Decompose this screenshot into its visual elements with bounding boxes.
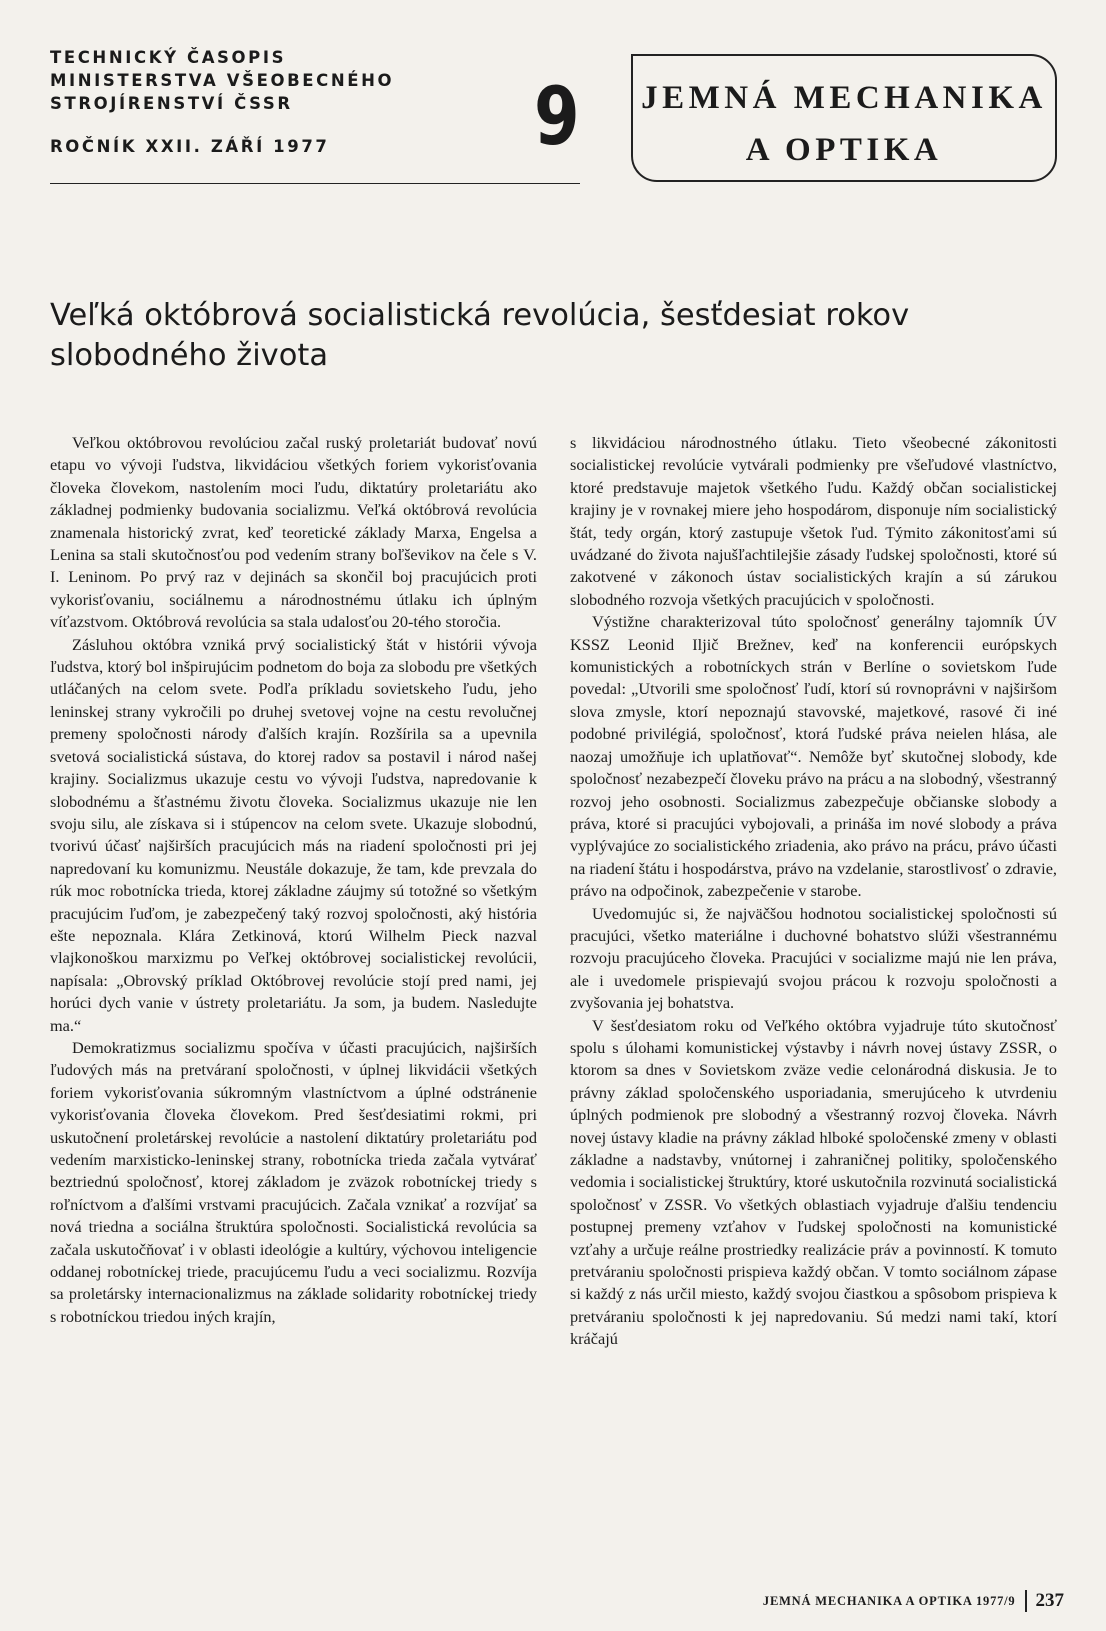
paragraph: Výstižne charakterizoval túto spoločnosť generálny tajomník ÚV KSSZ Leonid Iljič Brežnev, keď na konferencii európskych komunistických a robotníckych strán v Berlíne o sovietskom ľude povedal: „Utvorili sme spoločnosť ľudí, ktorí sú rovnoprávni v najširšom slova zmysle, ktorí nepoznajú stavovské, majetkové, rasové či iné podobné privilégiá, spoločnosť, ktorá ľudské práva neielen hlása, ale naozaj umožňuje ich uplatňovať“. Nemôže byť skutočnej slobody, kde spoločnosť nezabezpečí človeku právo na prácu a na slobodný, všestranný rozvoj jeho osobnosti. Socializmus zabezpečuje občianske slobody a práva, ktoré si pracujúci vybojovali, a prináša im nové slobody a práva vyplývajúce zo socialistického zriadenia, ako právo na prácu, právo účasti na riadení štátu i hospodárstva, právo na vzdelanie, starostlivosť o zdravie, právo na odpočinok, zabezpečenie v starobe. bbox=[570, 612, 1057, 901]
journal-title-line-1: JEMNÁ MECHANIKA bbox=[641, 80, 1047, 116]
masthead-line-1: TECHNICKÝ ČASOPIS bbox=[50, 48, 287, 67]
footer-divider bbox=[1025, 1590, 1027, 1612]
journal-title-box bbox=[631, 54, 1057, 182]
masthead-line-2: MINISTERSTVA VŠEOBECNÉHO bbox=[50, 71, 395, 90]
article-headline bbox=[50, 296, 1060, 376]
left-column bbox=[50, 432, 537, 1328]
headline-line-2: slobodného života bbox=[50, 338, 329, 373]
page-number: 237 bbox=[1035, 1590, 1064, 1611]
issue-number: 9 bbox=[534, 70, 580, 163]
masthead bbox=[50, 46, 580, 158]
right-column bbox=[570, 432, 1057, 1351]
journal-title-line-2: A OPTIKA bbox=[745, 132, 943, 168]
paragraph: Uvedomujúc si, že najväčšou hodnotou socialistickej spoločnosti sú pracujúci, všetko materiálne i duchovné bohatstvo slúži všestrannému rozvoju pracujúceho človeka. Pracujúci v socializme majú nie len práva, ale i uvedomele prispievajú svojou prácou k rozvoju spoločnosti a zvyšovania jej bohatstva. bbox=[570, 903, 1057, 1013]
masthead-line-3: STROJÍRENSTVÍ ČSSR bbox=[50, 94, 293, 113]
paragraph: V šesťdesiatom roku od Veľkého októbra vyjadruje túto skutočnosť spolu s úlohami komunistickej výstavby i návrh novej ústavy ZSSR, o ktorom sa dnes v Sovietskom zväze vedie celonárodná diskusia. Je to právny základ spoločenského usporiadania, smerujúceho k utvrdeniu úplných podmienok pre slobodný a všestranný rozvoj človeka. Návrh novej ústavy kladie na právny základ hlboké spoločenské zmeny v oblasti základne a nadstavby, vnútornej i zahraničnej politiky, spoločenského vedomia i socialistickej štruktúry, ktoré uskutočnila rozvinutá socialistická spoločnosť v ZSSR. Vo všetkých oblastiach vyjadruje ďalšiu tendenciu postupnej premeny vzťahov v ľudskej spoločnosti na komunistické vzťahy a určuje reálne prostriedky realizácie práv a povinností. K tomuto pretváraniu spoločnosti prispieva každý občan. V tomto sociálnom zápase si každý z nás určil miesto, každý svojou čiastkou a spôsobom prispieva k pretváraniu spoločnosti k jej napredovaniu. Sú medzi nami takí, ktorí kráčajú bbox=[570, 1015, 1057, 1349]
paragraph: Zásluhou októbra vzniká prvý socialistický štát v histórii vývoja ľudstva, ktorý bol inšpirujúcim podnetom do boja za slobodu pre všetkých utláčaných na celom svete. Podľa príkladu sovietskeho ľudu, jeho leninskej strany vykročili po druhej svetovej vojne na cestu revolučnej premeny spoločnosti národy ďalších krajín. Rozšírila sa a upevnila svetová socialistická sústava, do ktorej radov sa postavil i národ našej krajiny. Socializmus ukazuje cestu vo vývoji ľudstva, napredovanie k slobodnému a šťastnému životu človeka. Socializmus ukazuje nie len svoju silu, ale získava si i stúpencov na celom svete. Ukazuje slobodnú, tvorivú účasť najširších pracujúcich más na riadení spoločnosti pri jej napredovaní ku komunizmu. Neustále dokazuje, že tam, kde prevzala do rúk moc robotnícka trieda, ktorej základne záujmy sú totožné so všetkým pracujúcim ľuďom, je zabezpečený taký rozvoj spoločnosti, aký história ešte nepoznala. Klára Zetkinová, ktorú Wilhelm Pieck nazval vlajkonoškou marxizmu po Veľkej októbrovej socialistickej revolúcii, napísala: „Obrovský príklad Októbrovej revolúcie stojí pred nami, jej horúci dych vanie v ústrety proletariátu. Ja som, ja budem. Nasledujte ma.“ bbox=[50, 634, 537, 1035]
paragraph: s likvidáciou národnostného útlaku. Tieto všeobecné zákonitosti socialistickej revolúcie vytvárali podmienky pre všeľudové vlastníctvo, ktoré predstavuje majetok všetkého ľudu. Každý občan socialistickej krajiny je v rovnakej miere jeho hospodárom, disponuje ním socialistický štát, tedy orgán, ktorý zastupuje všetok ľud. Týmito zákonitosťami sú uvádzané do života najušľachtilejšie zásady ľudskej spoločnosti, ktoré sú zakotvené v zákonoch ústav socialistických krajín a sú zárukou slobodného rozvoja všetkých pracujúcich v spoločnosti. bbox=[570, 433, 1057, 609]
page-footer bbox=[763, 1590, 1064, 1612]
volume-date: ROČNÍK XXII. ZÁŘÍ 1977 bbox=[50, 137, 330, 156]
masthead-rule bbox=[50, 183, 580, 184]
paragraph: Veľkou októbrovou revolúciou začal ruský proletariát budovať novú etapu vo vývoji ľudstva, likvidáciou všetkých foriem vykorisťovania človeka človekom, nastolením moci ľudu, diktatúry proletariátu ako základnej podmienky budovania socializmu. Veľká októbrová revolúcia znamenala historický zvrat, keď teoretické základy Marxa, Engelsa a Lenina sa stali skutočnosťou pod vedením strany boľševikov na čele s V. I. Leninom. Po prvý raz v dejinách sa skončil boj pracujúcich proti vykorisťovaniu, sociálnemu a národnostnému útlaku ich úplným víťazstvom. Októbrová revolúcia sa stala udalosťou 20-tého storočia. bbox=[50, 433, 537, 632]
footer-journal-ref: JEMNÁ MECHANIKA A OPTIKA 1977/9 bbox=[762, 1593, 1016, 1608]
paragraph: Demokratizmus socializmu spočíva v účasti pracujúcich, najširších ľudových más na pretváraní spoločnosti, v úplnej likvidácii všetkých foriem vykorisťovania súkromným vlastníctvom a úplné odstránenie vykorisťovania človeka človekom. Pred šesťdesiatimi rokmi, pri uskutočnení proletárskej revolúcie a nastolení diktatúry proletariátu pod vedením marxisticko-leninskej strany, robotnícka trieda začala vytvárať beztriednú spoločnosť, ktorej základom je zväzok robotníckej triedy s roľníctvom a ďalšími vrstvami pracujúcich. Začala vznikať a rozvíjať sa nová triedna a sociálna štruktúra spoločnosti. Socialistická revolúcia sa začala uskutočňovať i v oblasti ideológie a kultúry, výchovou inteligencie oddanej robotníckej triede, pracujúcemu ľudu a veci socializmu. Rozvíja sa proletársky internacionalizmus na základe solidarity robotníckej triedy s robotníckou triedou iných krajín, bbox=[50, 1037, 537, 1326]
headline-line-1: Veľká októbrová socialistická revolúcia, šesťdesiat rokov bbox=[50, 298, 910, 333]
